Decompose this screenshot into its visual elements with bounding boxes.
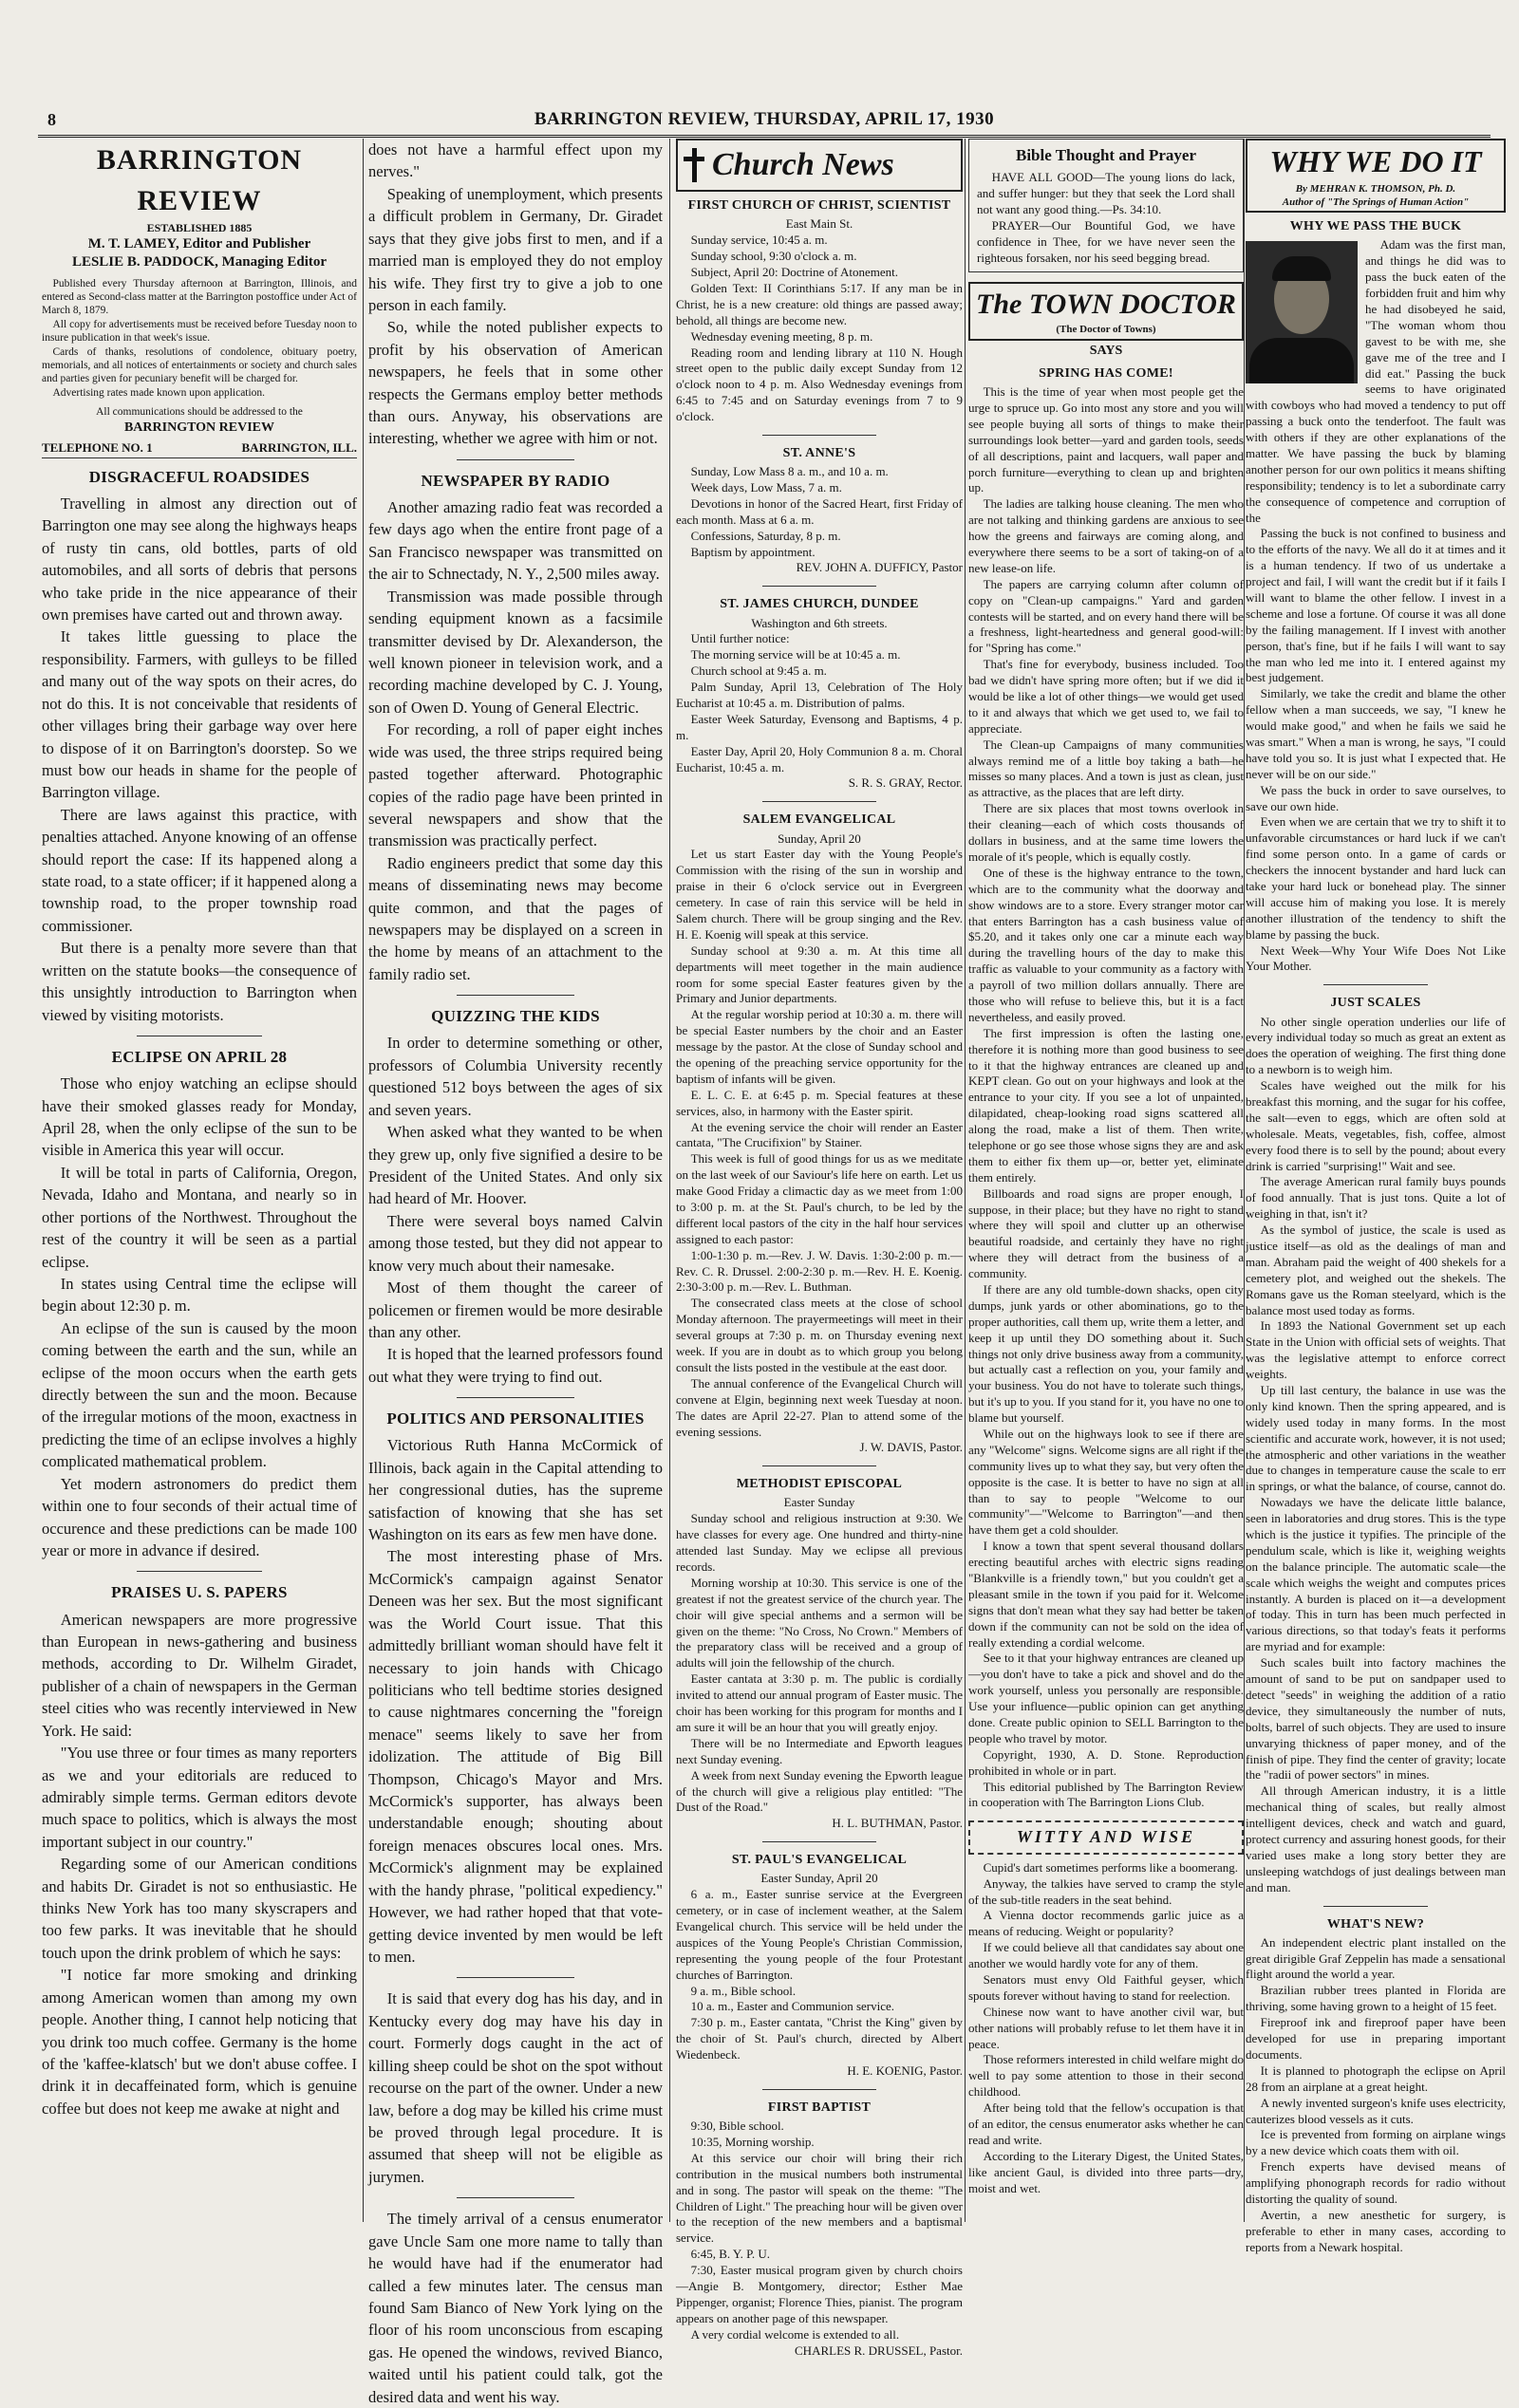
paragraph: French experts have devised means of amplifying phonograph records for radio without distorting the quality of sound. <box>1246 2159 1506 2206</box>
headline: POLITICS AND PERSONALITIES <box>386 1409 645 1428</box>
paragraph: As the symbol of justice, the scale is used as justice itself—as old as the dealings of man and man. Abraham paid the weight of 400 shekels for a cemetery plot, and weighed out the shekels. The Romans gave us the Roman steelyard, which is the balance most used today as forms. <box>1246 1223 1506 1317</box>
paragraph: Similarly, we take the credit and blame the other fellow when a man succeeds, we say, "I knew he would make good," and when he fails we said he was smart." When a man is wrong, he says, "I could have told you so. It is just what I expected that. He never will be on our side." <box>1246 686 1506 781</box>
why-byline: By MEHRAN K. THOMSON, Ph. D. <box>1295 182 1456 195</box>
church-subhead: Easter Sunday <box>783 1495 855 1510</box>
paragraph: 10 a. m., Easter and Communion service. <box>690 1999 895 2014</box>
paragraph: Anyway, the talkies have served to cramp the style of the sub-title readers in the seat behind. <box>968 1876 1244 1907</box>
paragraph: It is hoped that the learned professors found out what they were trying to find out. <box>368 1345 663 1386</box>
paragraph: American newspapers are more progressive than European in news-gathering and business methods, according to Dr. Wilhelm Giradet, publisher of a chain of newspapers in the German steel cities who was recently interviewed in New York. He said: <box>42 1610 357 1740</box>
church-name: FIRST BAPTIST <box>767 2100 872 2115</box>
paragraph: A newly invented surgeon's knife uses electricity, cauterizes blood vessels as it cuts. <box>1246 2095 1506 2126</box>
paragraph: That's fine for everybody, business included. Too bad we didn't have spring more often; but if we did it would be like a lot of other things—we would get used to it and always that which we get used to, we fail to appreciate. <box>968 657 1244 736</box>
paragraph: While out on the highways look to see if there are any "Welcome" signs. Welcome signs are all right if the community lives up to what they say, but very often the opposite is the case. It is better to have no sign at all than to say to people "Welcome to our community"—"Welcome to Barrington"—and then have them get a cold shoulder. <box>968 1427 1244 1538</box>
paragraph: This is the time of year when most people get the urge to spruce up. Go into most any store and you will see people buying all sorts of things to make their surroundings look better—yard and garden tools, seeds of all descriptions, paint and lacquers, wall paper and porch furniture—everything to clean up and brighten up. <box>968 384 1244 495</box>
church-subhead: Sunday, April 20 <box>778 831 861 846</box>
paragraph: It will be total in parts of California, Oregon, Nevada, Idaho and Montana, and nearly so in other portions of the Northwest. Throughout the rest of the country it will be seen as a partial eclipse. <box>42 1163 357 1271</box>
church-news-title: Church News <box>712 147 894 182</box>
why-author: Author of "The Springs of Human Action" <box>1282 196 1470 208</box>
divider <box>762 1465 877 1466</box>
pastor-signature: S. R. S. GRAY, Rector. <box>848 775 963 791</box>
author-portrait <box>1246 241 1358 383</box>
paragraph: It takes little guessing to place the responsibility. Farmers, with gulleys to be filled and many out of the way spots on their acres, do not do this. It is not conceivable that residents of other villages bring their garbage way over here to dispose of it on Barrington's doorstep. So we must bow our heads in shame for the people of Barrington village. <box>42 627 357 802</box>
paragraph: But there is a penalty more severe than that written on the statute books—the consequence of this unsightly introduction to Barrington when viewed by visiting motorists. <box>42 939 357 1024</box>
paragraph: According to the Literary Digest, the United States, like ancient Gaul, is divided into three parts—dry, moist and wet. <box>968 2148 1244 2195</box>
pastor-signature: H. L. BUTHMAN, Pastor. <box>832 1816 963 1831</box>
paragraph: Travelling in almost any direction out of Barrington one may see along the highways heaps of rusty tin cans, old bottles, parts of old automobiles, and all sorts of debris that persons who take pride in the nice appearance of their own premises have carted out and thrown away. <box>42 494 357 624</box>
paragraph: Adam was the first man, and things he did was to pass the buck eaten of the forbidden fruit and him why he had disobeyed he said, "The woman whom thou gavest to be with me, she gave me of the tree and I did eat." Passing the buck seems to have originated with cowboys who had moved a tendency to put off passing a buck onto the tenderfoot. The fault was with others if they are other explanations of the matter. We have passing the buck by blaming another person for our own politics it means shifting responsibility; tendency is to let a subordinate carry the consequence of competence and corruption of the <box>1246 237 1506 525</box>
bible-prayer: PRAYER—Our Bountiful God, we have confidence in Thee, for we have never seen the righteous forsaken, nor his seed begging bread. <box>977 217 1235 265</box>
witty-body <box>968 1860 1244 2197</box>
paragraph: 1:00-1:30 p. m.—Rev. J. W. Davis. 1:30-2:00 p. m.—Rev. C. R. Drussel. 2:00-2:30 p. m.—Rev. H. E. Koenig. 2:30-3:00 p. m.—Rev. L. Buthman. <box>676 1247 963 1295</box>
paragraph: So, while the noted publisher expects to profit by his observation of American newspapers, he feels that in some other respects the Germans employ better methods than ours. Anyway, his observations are interesting, whether we agree with him or not. <box>368 318 663 448</box>
paragraph: There are laws against this practice, with penalties attached. Anyone knowing of an offense should report the case: If its happened along a state road, to a state officer; if it happened along a township road, to the proper township road commissioner. <box>42 805 357 935</box>
paragraph: Brazilian rubber trees planted in Florida are thriving, some having grown to a height of 15 feet. <box>1246 1983 1506 2014</box>
pastor-signature: CHARLES R. DRUSSEL, Pastor. <box>795 2343 963 2358</box>
church-name: ST. JAMES CHURCH, DUNDEE <box>720 597 919 612</box>
paragraph: Most of them thought the career of policemen or firemen would be more desirable than any other. <box>368 1279 663 1341</box>
church-listings <box>676 197 963 2359</box>
paragraph: No other single operation underlies our life of every individual today so much as great an extent as does the operation of weighing. The first thing done to a newborn is to weigh him. <box>1246 1014 1506 1077</box>
church-subhead: Washington and 6th streets. <box>751 615 888 630</box>
paragraph: An independent electric plant installed on the great dirigible Graf Zeppelin has made a sensational flight around the world a year. <box>1246 1934 1506 1982</box>
established: ESTABLISHED 1885 <box>146 221 253 235</box>
cross-icon <box>684 148 704 182</box>
paragraph: Fireproof ink and fireproof paper have been developed for use in preparing important documents. <box>1246 2015 1506 2062</box>
paragraph: Sunday school, 9:30 o'clock a. m. <box>690 249 857 264</box>
notice: Cards of thanks, resolutions of condolence, obituary poetry, memorials, and all notices of entertainments or society and church sales and parties given for pecuniary benefit will be charged for. <box>42 345 357 385</box>
bible-title: Bible Thought and Prayer <box>1015 146 1197 164</box>
divider <box>1323 984 1428 985</box>
pastor-signature: REV. JOHN A. DUFFICY, Pastor <box>796 560 963 575</box>
paragraph: When asked what they wanted to be when they grew up, only five signified a desire to be President of the United States. And only six had heard of Mr. Hoover. <box>368 1123 663 1208</box>
church-name: ST. ANNE'S <box>782 445 856 460</box>
pastor-signature: J. W. DAVIS, Pastor. <box>859 1440 963 1455</box>
page-header <box>38 106 1491 138</box>
editor-line: M. T. LAMEY, Editor and Publisher <box>87 236 311 252</box>
paragraph: 7:30 p. m., Easter cantata, "Christ the King" given by the choir of St. Paul's church, directed by Albert Wiedenbeck. <box>676 2015 963 2063</box>
paragraph: The ladies are talking house cleaning. The men who are not talking and thinking gardens are anxious to see how the greens and fairways are coming along, and everywhere there seems to be a sort of taking-on of a new lease-on life. <box>968 496 1244 575</box>
paragraph: Scales have weighed out the milk for his breakfast this morning, and the sugar for his coffee, the salt—even to eggs, which are often sold at wholesale. Meats, vegetables, fish, coffee, almost every food there is to sell by the pound; about every drink is carried "surprising!" Wait and see. <box>1246 1078 1506 1173</box>
paragraph: Copyright, 1930, A. D. Stone. Reproduction prohibited in whole or in part. <box>968 1746 1244 1778</box>
paragraph: Even when we are certain that we try to shift it to unfavorable circumstances or hard luck if we can't find some person onto. In a game of cards or checkers the innocent bystander and hard luck can take your hard luck or bonehead play. The sinner will accuse him of making you lose. It is merely another illustration of the tendency to shift the blame by passing the buck. <box>1246 814 1506 942</box>
column-1 <box>42 139 357 2222</box>
paragraph: Sunday school and religious instruction at 9:30. We have classes for every age. One hundred and thirty-nine attended last Sunday. May we eclipse all previous records. <box>676 1511 963 1575</box>
divider <box>762 1841 877 1842</box>
managing-editor-line: LESLIE B. PADDOCK, Managing Editor <box>71 253 328 270</box>
says-label: SAYS <box>1089 343 1123 358</box>
column-2 <box>368 139 663 2406</box>
paragraph: The consecrated class meets at the close of school Monday afternoon. The prayermeetings will meet in their several groups at 7:30 p. m. on Thursday evening next week. If you are in doubt as to which group you belong consult the lists posted in the vestibule at the east door. <box>676 1296 963 1374</box>
paragraph: There will be no Intermediate and Epworth leagues next Sunday evening. <box>676 1735 963 1766</box>
paragraph: Wednesday evening meeting, 8 p. m. <box>690 328 873 344</box>
paragraph: After being told that the fellow's occupation is that of an editor, the census enumerator asks whether he can read and write. <box>968 2100 1244 2147</box>
column-rule <box>669 139 670 2222</box>
paragraph: Morning worship at 10:30. This service is one of the greatest if not the greatest service of the church year. The choir will give special anthems and a sermon will be given on the theme: "No Cross, No Crown." Members of the preparatory class will be received and a group of adults will join the fellowship of the church. <box>676 1575 963 1671</box>
church-subhead: East Main St. <box>785 216 853 232</box>
paragraph: Such scales built into factory machines the amount of sand to be put on sandpaper used to detect "seeds" in weighing the addition of a ratio device, they simultaneously the number of nuts, bolts, barrel of such objects. They are used to insure unvarying thickness of paper money, and of the finish of pipe. They find the center of gravity; locate the "radii of power sectors" in mines. <box>1246 1655 1506 1783</box>
paragraph: A Vienna doctor recommends garlic juice as a means of reducing. Weight or popularity? <box>968 1908 1244 1939</box>
paragraph: An eclipse of the sun is caused by the moon coming between the earth and the sun, while an eclipse of the moon occurs when the earth gets directly between the sun and the moon. Because of the irregular motions of the moon, exactness in predicting the time of an eclipse involves a highly complicated mathematical problem. <box>42 1318 357 1471</box>
divider <box>457 995 574 996</box>
headline: PRAISES U. S. PAPERS <box>111 1583 288 1602</box>
paragraph: In states using Central time the eclipse will begin about 12:30 p. m. <box>42 1274 357 1316</box>
paragraph: Yet modern astronomers do predict them within one to four seconds of their actual time of occurence and these predictions can be made 100 year or more in advance if desired. <box>42 1474 357 1559</box>
paragraph: All through American industry, it is a little mechanical thing of scales, but really almost intelligent devices, check and watch and guard, protect currency and assuring honest goods, for their varied uses make a long story better they are unsleeping watchdogs of just dealings between man and man. <box>1246 1783 1506 1895</box>
paragraph: does not have a harmful effect upon my nerves." <box>368 140 663 181</box>
paragraph: In 1893 the National Government set up each State in the Union with official sets of weights. That was the legislative attempt to enforce correct weights. <box>1246 1318 1506 1382</box>
paragraph: Sunday school at 9:30 a. m. At this time all departments will meet together in the main audience room for some special Easter features given by the Primary and Junior departments. <box>676 943 963 1006</box>
paragraph: Passing the buck is not confined to business and to the efforts of the navy. We all do it at times and it is a human tendency. If two of us undertake a project and fail, I will want the credit but if it fails I will want to blame the other fellow. I invest in a scheme and lose a fortune. Of course it was all done by the failing management. If I invest with another person, that's fine, but if he fails I will want to say the man who led me into it. I entered against my best judgement. <box>1246 526 1506 685</box>
paragraph: Avertin, a new anesthetic for surgery, is preferable to ether in many cases, according to reports from a Newark hospital. <box>1246 2207 1506 2254</box>
paragraph: A very cordial welcome is extended to all. <box>690 2326 900 2342</box>
church-name: SALEM EVANGELICAL <box>742 812 896 828</box>
divider <box>457 2197 574 2198</box>
paragraph: Up till last century, the balance in use was the only kind known. Then the spring appeared, and is widely used today in many forms. In the most scientific and accurate work, however, it is not used; the atmospheric and other variations in the weather due to changes in temperature cause the scale to err in springs, or what the balance, of course, cannot do. <box>1246 1383 1507 1494</box>
paragraph: Radio engineers predict that some day this means of disseminating news may become quite common, and that the pages of newspapers may be displayed on a screen in the home by means of an attachment to the family radio set. <box>368 853 663 983</box>
publication-notices <box>42 277 357 400</box>
bible-thought-box <box>968 139 1244 272</box>
paragraph: Palm Sunday, April 13, Celebration of The Holy Eucharist at 10:45 a. m. Distribution of palms. <box>676 680 963 711</box>
paragraph: E. L. C. E. at 6:45 p. m. Special features at these services, also, in harmony with the Easter spirit. <box>676 1087 963 1118</box>
town: BARRINGTON, ILL. <box>241 440 357 456</box>
telephone-line <box>42 439 357 457</box>
column-rule <box>1244 139 1245 2222</box>
paragraph: The morning service will be at 10:45 a. m. <box>690 647 901 663</box>
paragraph: Confessions, Saturday, 8 p. m. <box>690 528 841 543</box>
paragraph: Speaking of unemployment, which presents a difficult problem in Germany, Dr. Giradet says that they give jobs first to men, and if a married man is employed they do not employ his wife. They first try to give a job to one person in each family. <box>368 184 663 314</box>
paragraph: This week is full of good things for us as we meditate on the last week of our Saviour's life here on earth. Let us make Good Friday a climactic day as we meet from 1:00 to 3:00 p. m. at the St. Paul's church, to be led by the different local pastors of the city in the half hour services assigned to each pastor: <box>676 1151 963 1246</box>
church-subhead: Easter Sunday, April 20 <box>760 1871 878 1886</box>
paragraph: Those who enjoy watching an eclipse should have their smoked glasses ready for Monday, April 28, when the only eclipse of the sun to be visible in America this year will occur. <box>42 1074 357 1160</box>
paragraph: Reading room and lending library at 110 N. Hough street open to the public daily except Sunday from 12 o'clock noon to 4 p. m. Also Wednesday evenings from 6:45 to 7:45 and on Saturday evenings from 7 to 9 o'clock. <box>676 345 963 424</box>
paragraph: At this service our choir will bring their rich contribution in the musical numbers both instrumental and in song. The pastor will speak on the theme: "The Children of Light." The preaching hour will be given over to the reception of the new members and a baptismal service. <box>676 2150 963 2246</box>
paragraph: Chinese now want to have another civil war, but other nations will probably refuse to let them have it in peace. <box>968 2004 1244 2051</box>
paragraph: Church school at 9:45 a. m. <box>690 663 827 679</box>
church-name: FIRST CHURCH OF CHRIST, SCIENTIST <box>687 198 951 214</box>
whats-new-body <box>1246 1935 1506 2256</box>
column-3 <box>676 139 963 2358</box>
paragraph: A week from next Sunday evening the Epworth league of the church will give a religious play entitled: "The Dust of the Road." <box>676 1767 963 1815</box>
paragraph: One of these is the highway entrance to the town, which are to the community what the doorway and show windows are to a store. Every stranger motor car that enters Barrington has a cash business value of $5.20, and it takes only one car a minute each way during the travelling hours of the day to make this traffic as valuable to your community as a factory with a payroll of two million dollars annually. There are those who will refuse to believe this, but it is a fact nevertheless, and easily proved. <box>968 865 1244 1024</box>
notice: All copy for advertisements must be received before Tuesday noon to insure publication in that week's issue. <box>42 318 357 345</box>
divider <box>762 586 877 587</box>
paragraph: Subject, April 20: Doctrine of Atonement. <box>690 265 899 280</box>
witty-and-wise-banner: WITTY AND WISE <box>968 1820 1244 1854</box>
paragraph: "I notice far more smoking and drinking among American women than among my own people. Another thing, I cannot help noticing that you drink too much coffee. Germany is the home of the 'kaffee-klatsch' but we don't abuse coffee. I drink it in decaffeinated form, which is genuine coffee but does not keep me awake at night and <box>42 1966 357 2118</box>
headline: NEWSPAPER BY RADIO <box>421 471 610 490</box>
paragraph: Victorious Ruth Hanna McCormick of Illinois, back again in the Capital attending to her congressional duties, has the supreme satisfaction of knowing that she has set Washington on its ears as few men have done. <box>368 1436 663 1543</box>
paragraph: There are six places that most towns overlook in their cleaning—each of which costs thousands of dollars in business, and at the same time lowers the morale of it's people, which is equally costly. <box>968 801 1244 864</box>
why-we-do-it-banner <box>1246 139 1506 213</box>
paragraph: Easter Day, April 20, Holy Communion 8 a. m. Choral Eucharist, 10:45 a. m. <box>676 743 963 775</box>
column-5 <box>1246 139 1507 2254</box>
paragraph: The most interesting phase of Mrs. McCormick's campaign against Senator Deneen was her sex. But the most significant was the World Court issue. That this admittedly brilliant woman should have felt it necessary to join hands with Chicago politicians who tell bedtime stories designed to cause nightmares concerning the "foreign menace" seems likely to save her from idolization. The attitude of Big Bill Thompson, Chicago's Mayor and Mrs. McCormick's supporter, has always been understandable enough; shouting about foreign menaces obscures local ones. Mrs. McCormick's alignment may be explained with the handy phrase, "political expediency." However, we had rather hoped that that vote-getting device invented by men would be left to men. <box>368 1547 663 1967</box>
headline: QUIZZING THE KIDS <box>431 1007 600 1026</box>
headline: SPRING HAS COME! <box>1039 365 1173 381</box>
town-doctor-subtitle: (The Doctor of Towns) <box>1056 324 1156 336</box>
notice: Published every Thursday afternoon at Barrington, Illinois, and entered as Second-class matter at the Barrington postoffice under Act of March 8, 1879. <box>42 277 357 317</box>
paragraph: Baptism by appointment. <box>690 544 816 559</box>
newspaper-name: BARRINGTON REVIEW <box>96 144 303 216</box>
paragraph: I know a town that spent several thousand dollars erecting beautiful arches with electric signs reading "Blankville is a friendly town," but you couldn't get a pleasant smile in the town if you paid for it. Welcome signs that don't mean what they say had better be taken down if the community can not be sold on the idea of really extending a cordial welcome. <box>968 1539 1244 1650</box>
paragraph: It is said that every dog has his day, and in Kentucky every dog may have his day in court. Formerly dogs caught in the act of killing sheep could be shot on the spot without recourse on the part of the owner. Under a new law, before a dog may be killed his crime must be proved through legal procedure. It is assumed that sheep will not be eligible as jurymen. <box>368 1989 663 2186</box>
divider <box>457 459 574 460</box>
paragraph: 9:30, Bible school. <box>690 2119 784 2134</box>
paragraph: "You use three or four times as many reporters as we and your editorials are reduced to admirably simple terms. German editors devote much space to politics, which is always the most important subject in our country." <box>42 1744 357 1851</box>
paragraph: At the evening service the choir will render an Easter cantata, "The Crucifixion" by Stainer. <box>676 1119 963 1150</box>
paragraph: Let us start Easter day with the Young People's Commission with the rising of the sun in worship and praise in their 6 o'clock service out in Evergreen cemetery. In case of rain this service will be held in Salem church. There will be group singing and the Rev. H. E. Koenig will speak at this service. <box>676 847 963 942</box>
town-doctor-body <box>968 384 1244 1811</box>
paragraph: Devotions in honor of the Sacred Heart, first Friday of each month. Mass at 6 a. m. <box>676 495 963 527</box>
paragraph: It is planned to photograph the eclipse on April 28 from an airplane at a great height. <box>1246 2063 1506 2094</box>
paragraph: 10:35, Morning worship. <box>690 2135 815 2150</box>
paragraph: Transmission was made possible through sending equipment known as a facsimile transmitter devised by Dr. Alexanderson, the well known pioneer in television work, and a recording machine developed by C. J. Young, son of Owen D. Young of General Electric. <box>368 587 663 717</box>
paragraph: In order to determine something or other, professors of Columbia University recently questioned 512 boys between the ages of six and seven years. <box>368 1034 663 1119</box>
paragraph: If we could believe all that candidates say about one another we would hardly vote for any of them. <box>968 1940 1244 1971</box>
divider <box>762 435 877 436</box>
bible-verse: HAVE ALL GOOD—The young lions do lack, and suffer hunger: but they that seek the Lord shall not want any good thing.—Ps. 34:10. <box>977 170 1235 216</box>
paragraph: 6 a. m., Easter sunrise service at the Evergreen cemetery, or in case of inclement weather, at the Salem Evangelical church. This service will be held under the auspices of the Young People's Christian Commission, representing the young people of the four Protestant churches of Barrington. <box>676 1887 963 1982</box>
paragraph: Billboards and road signs are proper enough, I suppose, in their place; but they have no right to stand where they will spoil and clutter up an otherwise beautiful roadside, and certainly they have no right where they will detract from the business of a community. <box>968 1185 1244 1281</box>
divider <box>1323 1906 1428 1907</box>
paragraph: Easter Week Saturday, Evensong and Baptisms, 4 p. m. <box>676 711 963 742</box>
paragraph: Until further notice: <box>690 631 790 646</box>
pastor-signature: H. E. KOENIG, Pastor. <box>847 2063 963 2079</box>
paragraph: We pass the buck in order to save ourselves, to save our own hide. <box>1246 782 1506 813</box>
paragraph: Senators must envy Old Faithful geyser, which spouts forever without having to stand for reelection. <box>968 1972 1244 2003</box>
town-doctor-banner <box>968 282 1244 340</box>
headline: DISGRACEFUL ROADSIDES <box>88 467 310 486</box>
paragraph: Easter cantata at 3:30 p. m. The public is cordially invited to attend our annual program of Easter music. The choir has been working for this program for months and I am sure it will be an hour that you will greatly enjoy. <box>676 1671 963 1734</box>
headline: ECLIPSE ON APRIL 28 <box>111 1048 288 1067</box>
running-head: BARRINGTON REVIEW, THURSDAY, APRIL 17, 1930 <box>534 109 995 129</box>
paragraph: Those reformers interested in child welfare might do well to pay some attention to those in their second childhood. <box>968 2052 1244 2100</box>
divider <box>457 1397 574 1398</box>
paragraph: For recording, a roll of paper eight inches wide was used, the three strips required being pasted together afterward. Photographic copies of the radio page have been printed in several newspapers and show that the transmission was practically perfect. <box>368 720 663 850</box>
paragraph: The Clean-up Campaigns of many communities always remind me of a little boy taking a bath—he misses so many places. And a town is just as clean, just as attractive, as the places that are left dirty. <box>968 737 1244 800</box>
paragraph: Cupid's dart sometimes performs like a boomerang. <box>983 1859 1239 1875</box>
paragraph: The average American rural family buys pounds of food annually. That is just tons. Quite a lot of weighing in that, isn't it? <box>1246 1174 1506 1222</box>
paragraph: At the regular worship period at 10:30 a. m. there will be special Easter numbers by the choir and an Easter message by the pastor. At the close of Sunday school and the opening of the preaching service opportunity for the baptism of infants will be given. <box>676 1007 963 1086</box>
paragraph: 7:30, Easter musical program given by church choirs—Angie B. Montgomery, director; Esther Mae Pippenger, organist; Florence Thies, pianist. The program appears on another page of this newspaper. <box>676 2263 963 2325</box>
paragraph: See to it that your highway entrances are cleaned up—you don't have to take a pick and shovel and do the work yourself, unless you personally are responsible. Use your influence—public opinion can get anything done. Create public opinion to SELL Barrington to the people who travel by motor. <box>968 1651 1244 1745</box>
headline: WHAT'S NEW? <box>1326 1916 1425 1932</box>
paragraph: Golden Text: II Corinthians 5:17. If any man be in Christ, he is a new creature: old things are passed away; behold, all things are become new. <box>676 280 963 327</box>
divider <box>762 801 877 802</box>
paragraph: If there are any old tumble-down shacks, open city dumps, junk yards or other abominations, go to the proper authorities, call them up, write them a letter, and keep it up until they DO something about it. Such things not only drive business away from a community, but actually cast a reflection on you, your family and your business. You do not have to tolerate such things, but it's up to you. If you stand for it, you have no one to blame but yourself. <box>968 1281 1244 1426</box>
divider <box>457 1977 574 1978</box>
paragraph: 6:45, B. Y. P. U. <box>690 2247 771 2262</box>
paragraph: Sunday service, 10:45 a. m. <box>690 233 828 248</box>
divider <box>137 1571 263 1572</box>
paragraph: The annual conference of the Evangelical Church will convene at Elgin, beginning next week Tuesday at noon. The dates are April 22-27. Plan to attend some of the evening sessions. <box>676 1375 963 1439</box>
paragraph: Another amazing radio feat was recorded a few days ago when the entire front page of a San Francisco newspaper was transmitted on the air to Schnectady, N. Y., 2,500 miles away. <box>368 498 663 584</box>
church-news-banner <box>676 139 963 192</box>
church-name: ST. PAUL'S EVANGELICAL <box>731 1853 908 1868</box>
paragraph: Regarding some of our American conditions and habits Dr. Giradet is not so enthusiastic. He thinks New York has too many skyscrapers and too few parks. It was inevitable that he should touch upon the drink problem of which he says: <box>42 1855 357 1962</box>
why-title: WHY WE DO IT <box>1269 144 1482 178</box>
column-rule <box>965 139 966 2222</box>
paragraph: Nowadays we have the delicate little balance, seen in laboratories and drug stores. This is the type which is the justice it typifies. The principle of the pendulum scale, which is like it, weighing weights on the balance principle. The automatic scale—the scale which weighs the weight and computes prices instantly. A burden is placed on it—a development of today. This in turn has been much perfected in various directions, so that today's feats it performs are myriad and for example: <box>1246 1495 1506 1654</box>
paragraph: The timely arrival of a census enumerator gave Uncle Sam one more name to tally than he would have had if the enumerator had called a few minutes later. The census man found Sam Bianco of New York lying on the floor of his room unconscious from escaping gas. He opened the windows, revived Bianco, waited until his patient could talk, got the desired data and went his way. <box>368 2210 663 2406</box>
address-name: BARRINGTON REVIEW <box>123 420 275 436</box>
paragraph: Ice is prevented from forming on airplane wings by a new device which coats them with oil. <box>1246 2127 1506 2158</box>
paragraph: The first impression is often the lasting one, therefore it is nothing more than good business to see to it that the highway entrances are cleaned up and KEPT clean. Go out on your highways and look at the entrance to your city. If you see a lot of unpainted, dilapidated, cheap-looking road signs scattered all along the road, make a list of them. Then write, telephone or go see those whose signs they are and ask them to either fix them up—or, better yet, eliminate them entirely. <box>968 1025 1244 1185</box>
paragraph: The papers are carrying column after column of copy on "Clean-up campaigns." Yard and garden contests will be started, and on every hand there will be a freshness, light-heartedness and general good-will: for "Spring has come." <box>968 576 1244 656</box>
scales-body <box>1246 1015 1506 1896</box>
telephone: TELEPHONE NO. 1 <box>42 440 153 456</box>
page-number: 8 <box>47 110 56 129</box>
headline: WHY WE PASS THE BUCK <box>1289 219 1462 234</box>
divider <box>762 2089 877 2090</box>
paragraph: Next Week—Why Your Wife Does Not Like Your Mother. <box>1246 943 1506 974</box>
address-line: All communications should be addressed to the <box>96 406 303 419</box>
masthead <box>42 140 357 271</box>
notice: Advertising rates made known upon application. <box>52 386 266 399</box>
column-4 <box>968 139 1244 2222</box>
paragraph: Week days, Low Mass, 7 a. m. <box>690 480 842 495</box>
paragraph: Sunday, Low Mass 8 a. m., and 10 a. m. <box>690 464 889 479</box>
column-rule <box>363 139 364 2222</box>
town-doctor-title: The TOWN DOCTOR <box>976 289 1236 321</box>
headline: JUST SCALES <box>1330 996 1421 1011</box>
paragraph: This editorial published by The Barrington Review in cooperation with The Barrington Lions Club. <box>968 1779 1244 1810</box>
church-name: METHODIST EPISCOPAL <box>736 1477 903 1492</box>
paragraph: There were several boys named Calvin among those tested, but they did not appear to know very much about their namesake. <box>368 1211 663 1275</box>
paragraph: 9 a. m., Bible school. <box>690 1983 797 1998</box>
